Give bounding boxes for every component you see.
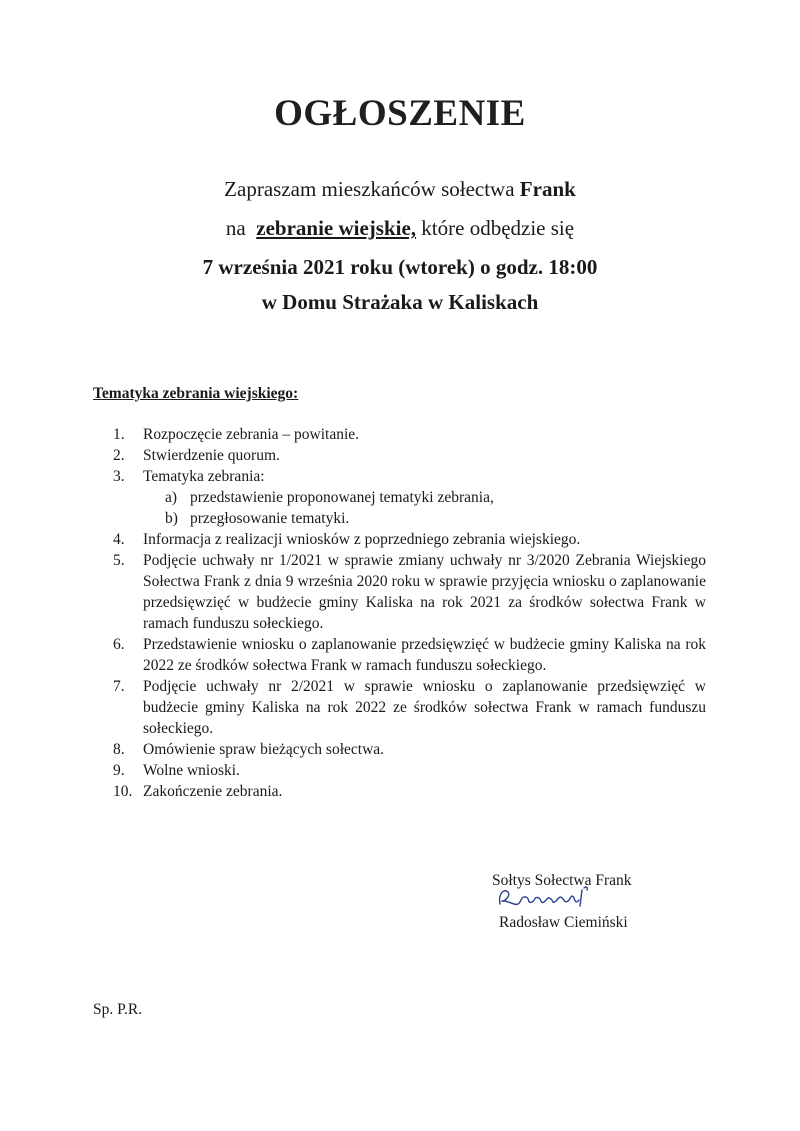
agenda-item-8 bbox=[0, 739, 800, 760]
agenda-item-text: Stwierdzenie quorum. bbox=[143, 447, 280, 464]
agenda-item-number: 5. bbox=[113, 552, 125, 569]
agenda-item-number: 1. bbox=[113, 426, 125, 443]
agenda-subitem-letter: a) bbox=[165, 489, 178, 506]
agenda-item-number: 2. bbox=[113, 447, 125, 464]
agenda-item-2 bbox=[0, 445, 800, 466]
agenda-item-3 bbox=[0, 466, 800, 487]
agenda-item-text: Podjęcie uchwały nr 1/2021 w sprawie zmiany uchwały nr 3/2020 Zebrania Wiejskiego Sołectwa Frank z dnia 9 września 2020 roku w sprawie przyjęcia wniosku o zaplanowanie przedsięwzięć w budżecie gminy Kaliska na rok 2021 za środków sołectwa Frank w ramach funduszu sołeckiego. bbox=[143, 552, 706, 632]
agenda-item-number: 10. bbox=[113, 783, 133, 800]
intro-line-1 bbox=[0, 177, 800, 202]
agenda-subitem-text: przegłosowanie tematyki. bbox=[190, 510, 350, 527]
agenda-subitem-b bbox=[0, 508, 800, 529]
agenda-item-4 bbox=[0, 529, 800, 550]
intro-line-2 bbox=[0, 216, 800, 241]
intro-line-2-prefix: na bbox=[225, 216, 257, 240]
agenda-item-number: 4. bbox=[113, 531, 125, 548]
agenda-item-9 bbox=[0, 760, 800, 781]
agenda-item-number: 8. bbox=[113, 741, 125, 758]
agenda-subitem-text: przedstawienie proponowanej tematyki zebrania, bbox=[190, 489, 494, 506]
meeting-place: w Domu Strażaka w Kaliskach bbox=[261, 290, 539, 314]
signatory-role: Sołtys Sołectwa Frank bbox=[492, 872, 632, 889]
meeting-date: 7 września 2021 roku (wtorek) o godz. 18:00 bbox=[202, 255, 598, 279]
agenda-item-text: Podjęcie uchwały nr 2/2021 w sprawie wniosku o zaplanowanie przedsięwzięć w budżecie gminy Kaliska na rok 2022 ze środków sołectwa Frank w ramach funduszu sołeckiego. bbox=[143, 678, 706, 737]
agenda-heading: Tematyka zebrania wiejskiego: bbox=[93, 385, 299, 402]
agenda-item-7 bbox=[0, 676, 800, 739]
agenda-item-text: Przedstawienie wniosku o zaplanowanie przedsięwzięć w budżecie gminy Kaliska na rok 2022 ze środków sołectwa Frank w ramach funduszu sołeckiego. bbox=[143, 636, 706, 674]
agenda-item-text: Rozpoczęcie zebrania – powitanie. bbox=[143, 426, 360, 443]
village-name: Frank bbox=[519, 177, 576, 201]
page-title: OGŁOSZENIE bbox=[274, 93, 526, 134]
intro-line-2-suffix: które odbędzie się bbox=[416, 216, 575, 240]
agenda-item-text: Tematyka zebrania: bbox=[143, 468, 265, 485]
agenda-item-1 bbox=[0, 424, 800, 445]
agenda-item-text: Omówienie spraw bieżących sołectwa. bbox=[143, 741, 385, 758]
agenda-item-text: Wolne wnioski. bbox=[143, 762, 240, 779]
footer-note: Sp. P.R. bbox=[93, 1001, 143, 1018]
agenda-item-text: Informacja z realizacji wniosków z poprzedniego zebrania wiejskiego. bbox=[143, 531, 581, 548]
agenda-item-number: 9. bbox=[113, 762, 125, 779]
intro-line-1-text: Zapraszam mieszkańców sołectwa bbox=[224, 177, 520, 201]
handwritten-signature bbox=[494, 882, 594, 912]
agenda-item-number: 3. bbox=[113, 468, 125, 485]
agenda-list bbox=[0, 424, 800, 802]
meeting-type: zebranie wiejskie, bbox=[256, 216, 417, 240]
agenda-subitem-letter: b) bbox=[165, 510, 178, 527]
agenda-item-text: Zakończenie zebrania. bbox=[143, 783, 283, 800]
agenda-item-6 bbox=[0, 634, 800, 676]
agenda-item-number: 7. bbox=[113, 678, 125, 695]
signatory-name: Radosław Ciemiński bbox=[499, 914, 628, 931]
agenda-subitem-a bbox=[0, 487, 800, 508]
agenda-item-number: 6. bbox=[113, 636, 125, 653]
agenda-item-10 bbox=[0, 781, 800, 802]
agenda-item-5 bbox=[0, 550, 800, 634]
